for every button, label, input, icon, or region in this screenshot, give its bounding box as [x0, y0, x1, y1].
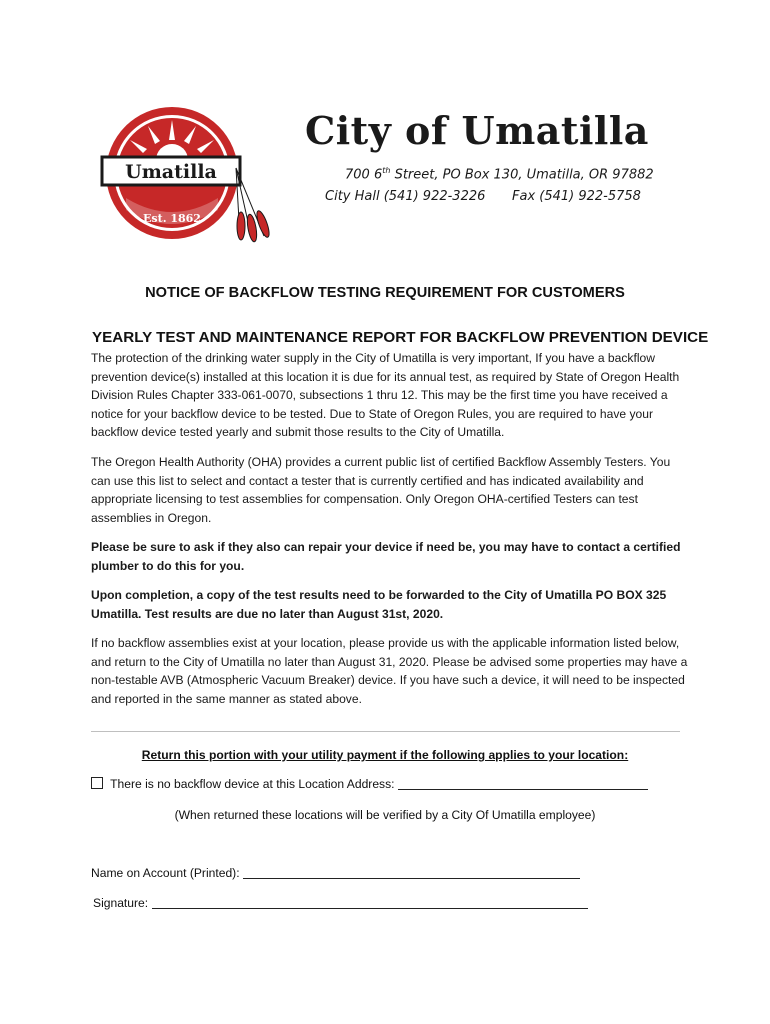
no-device-checkbox[interactable]	[91, 777, 103, 789]
no-device-label: There is no backflow device at this Location Address:	[110, 777, 395, 791]
verification-note: (When returned these locations will be verified by a City Of Umatilla employee)	[174, 808, 596, 822]
signature-row	[93, 896, 588, 910]
signature-field[interactable]	[152, 897, 588, 909]
section-divider	[91, 731, 680, 732]
city-seal-logo	[100, 98, 275, 248]
name-on-account-label: Name on Account (Printed):	[91, 866, 240, 880]
repair-paragraph: Please be sure to ask if they also can repair your device if need be, you may have to contact a certified plumber to do this for you.	[91, 540, 681, 573]
logo-est-text: Est. 1862	[143, 212, 201, 225]
signature-label: Signature:	[93, 896, 149, 910]
name-on-account-field[interactable]	[243, 867, 580, 879]
notice-heading: NOTICE OF BACKFLOW TESTING REQUIREMENT FOR CUSTOMERS	[145, 285, 625, 301]
completion-paragraph: Upon completion, a copy of the test results need to be forwarded to the City of Umatilla PO BOX 325 Umatilla. Test results are due no later than August 31st, 2020.	[91, 588, 667, 621]
protection-paragraph: The protection of the drinking water supply in the City of Umatilla is very important, If you have a backflow prevention device(s) installed at this location it is due for its annual test, as required by State of Oregon Health Division Rules Chapter 333-061-0070, subsections 1 thru 12. This may be the first time you have received a notice for your backflow device to be tested. Due to State of Oregon Rules, you are required to have your backflow device tested yearly and submit those results to the City of Umatilla.	[91, 351, 680, 440]
location-address-field[interactable]	[398, 778, 648, 790]
fax-number: Fax (541) 922-5758	[512, 189, 641, 204]
city-title: City of Umatilla	[305, 108, 649, 153]
oha-paragraph: The Oregon Health Authority (OHA) provides a current public list of certified Backflow Assembly Testers. You can use this list to select and contact a tester that is currently certified and has indicated availability and appropriate licensing to test assemblies for compensation. Only Oregon OHA-certified Testers can test assemblies in Oregon.	[91, 455, 671, 525]
city-address: 700 6th Street, PO Box 130, Umatilla, OR 97882	[345, 166, 654, 183]
yearly-report-heading: YEARLY TEST AND MAINTENANCE REPORT FOR BACKFLOW PREVENTION DEVICE	[92, 329, 709, 346]
city-hall-phone: City Hall (541) 922-3226	[325, 189, 486, 204]
no-assembly-paragraph: If no backflow assemblies exist at your location, please provide us with the applicable information listed below, and return to the City of Umatilla no later than August 31, 2020. Please be advised some properties may have a non-testable AVB (Atmospheric Vacuum Breaker) device. If you have such a device, it will need to be inspected and reported in the same manner as stated above.	[91, 636, 688, 706]
return-instruction: Return this portion with your utility payment if the following applies to your location:	[141, 748, 629, 762]
name-on-account-row	[91, 866, 580, 880]
no-device-row	[91, 777, 648, 791]
logo-banner-text: Umatilla	[125, 161, 217, 183]
